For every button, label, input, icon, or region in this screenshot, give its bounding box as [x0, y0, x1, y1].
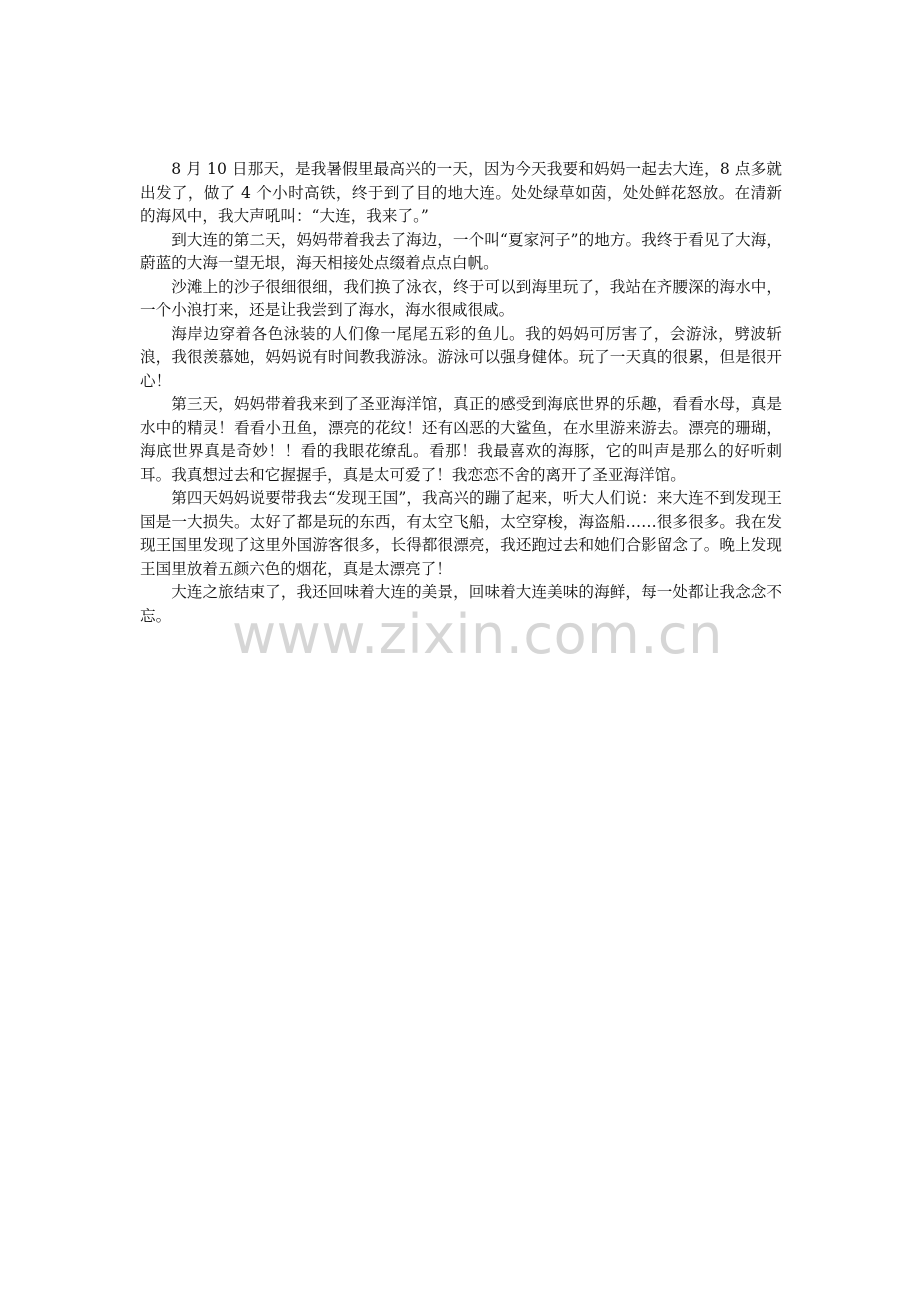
paragraph-2: 到大连的第二天，妈妈带着我去了海边，一个叫“夏家河子”的地方。我终于看见了大海，蔚蓝的大海一望无垠，海天相接处点缀着点点白帆。 — [140, 230, 782, 272]
paragraph-7: 大连之旅结束了，我还回味着大连的美景，回味着大连美味的海鲜，每一处都让我念念不忘。 — [140, 583, 782, 625]
paragraph-6: 第四天妈妈说要带我去“发现王国”，我高兴的蹦了起来，听大人们说：来大连不到发现王国是一大损失。太好了都是玩的东西，有太空飞船，太空穿梭，海盗船……很多很多。我在发现王国里发现了这里外国游客很多，长得都很漂亮，我还跑过去和她们合影留念了。晚上发现王国里放着五颜六色的烟花，真是太漂亮了！ — [140, 489, 782, 578]
paragraph-1: 8 月 10 日那天，是我暑假里最高兴的一天，因为今天我要和妈妈一起去大连，8 点多就出发了，做了 4 个小时高铁，终于到了目的地大连。处处绿草如茵，处处鲜花怒放。在清新的海风中，我大声吼叫：“大连，我来了。” — [140, 160, 782, 225]
paragraph-5: 第三天，妈妈带着我来到了圣亚海洋馆，真正的感受到海底世界的乐趣，看看水母，真是水中的精灵！看看小丑鱼，漂亮的花纹！还有凶恶的大鲨鱼，在水里游来游去。漂亮的珊瑚，海底世界真是奇妙！！看的我眼花缭乱。看那！我最喜欢的海豚，它的叫声是那么的好听刺耳。我真想过去和它握握手，真是太可爱了！我恋恋不舍的离开了圣亚海洋馆。 — [140, 395, 782, 484]
watermark: www.zixin.com.cn — [232, 603, 723, 666]
paragraph-3: 沙滩上的沙子很细很细，我们换了泳衣，终于可以到海里玩了，我站在齐腰深的海水中，一个小浪打来，还是让我尝到了海水，海水很咸很咸。 — [140, 277, 782, 319]
document-body — [140, 158, 782, 628]
paragraph-4: 海岸边穿着各色泳装的人们像一尾尾五彩的鱼儿。我的妈妈可厉害了，会游泳，劈波斩浪，我很羡慕她，妈妈说有时间教我游泳。游泳可以强身健体。玩了一天真的很累，但是很开心！ — [140, 324, 782, 390]
